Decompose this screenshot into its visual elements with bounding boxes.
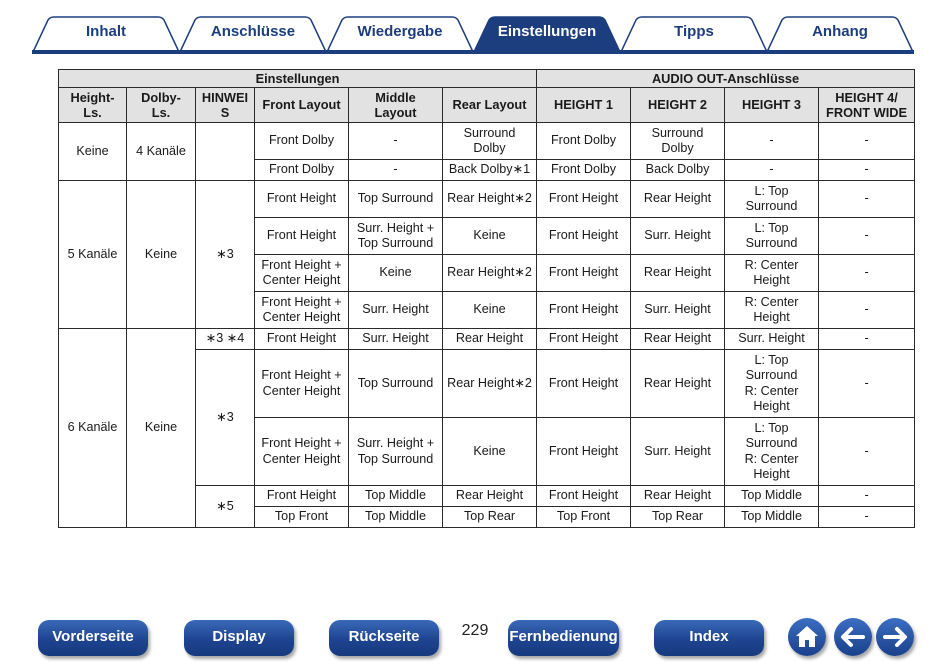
table-cell: Back Dolby <box>631 160 725 181</box>
table-cell <box>196 123 255 181</box>
tab-label: Wiedergabe <box>357 23 443 40</box>
tab-label: Tipps <box>674 23 714 40</box>
table-cell: Front Height <box>537 218 631 255</box>
forward-button[interactable] <box>876 618 914 656</box>
table-cell: Front Dolby <box>255 123 349 160</box>
table-cell: - <box>819 329 915 350</box>
home-icon <box>788 618 826 656</box>
column-header: HINWEI S <box>196 88 255 123</box>
table-cell: Keine <box>349 255 443 292</box>
table-cell: ∗3 ∗4 <box>196 329 255 350</box>
column-header: Height- Ls. <box>59 88 127 123</box>
table-cell: Rear Height <box>631 181 725 218</box>
table-cell: - <box>725 123 819 160</box>
tab-label: Einstellungen <box>497 23 597 40</box>
table-cell: Front Height <box>537 486 631 507</box>
table-cell: Top Front <box>255 507 349 528</box>
table-cell: ∗3 <box>196 181 255 329</box>
table-cell: Surr. Height + Top Surround <box>349 218 443 255</box>
table-row <box>59 181 915 218</box>
tab-bar <box>32 16 914 54</box>
table-cell: Surr. Height <box>349 292 443 329</box>
table-cell: Surr. Height <box>349 329 443 350</box>
table-cell: Keine <box>127 181 196 329</box>
table-cell: Front Height <box>537 255 631 292</box>
table-cell: Keine <box>127 329 196 528</box>
table-cell: Keine <box>443 218 537 255</box>
nav-fernbedienung-button[interactable]: Fernbedienung <box>508 620 619 656</box>
tab-label: Inhalt <box>86 23 126 40</box>
column-header: HEIGHT 2 <box>631 88 725 123</box>
table-cell: Front Height <box>255 329 349 350</box>
table-cell: ∗3 <box>196 350 255 486</box>
home-button[interactable] <box>788 618 826 656</box>
table-cell: Front Height <box>537 350 631 418</box>
table-cell: Rear Height <box>443 486 537 507</box>
table-cell: - <box>725 160 819 181</box>
column-header-row <box>59 88 915 123</box>
table-cell: Rear Height∗2 <box>443 255 537 292</box>
column-header: Front Layout <box>255 88 349 123</box>
table-cell: ∗5 <box>196 486 255 528</box>
table-cell: Rear Height <box>631 350 725 418</box>
table-cell: Front Height + Center Height <box>255 255 349 292</box>
table-cell: Front Height + Center Height <box>255 350 349 418</box>
speaker-config-table <box>58 69 915 528</box>
table-cell: R: Center Height <box>725 292 819 329</box>
table-cell: R: Center Height <box>725 255 819 292</box>
table-cell: Top Rear <box>443 507 537 528</box>
table-cell: L: Top Surround R: Center Height <box>725 418 819 486</box>
table-cell: - <box>349 123 443 160</box>
table-row <box>59 123 915 160</box>
group-header-row <box>59 70 915 88</box>
table-cell: Top Rear <box>631 507 725 528</box>
table-cell: Surround Dolby <box>631 123 725 160</box>
table-cell: - <box>819 350 915 418</box>
tab-label: Anhang <box>812 23 868 40</box>
table-row <box>59 329 915 350</box>
table-cell: - <box>819 123 915 160</box>
table-cell: Surr. Height <box>631 292 725 329</box>
table-cell: - <box>819 418 915 486</box>
nav-display-button[interactable]: Display <box>184 620 294 656</box>
table-cell: Front Height <box>255 218 349 255</box>
table-cell: L: Top Surround R: Center Height <box>725 350 819 418</box>
table-cell: Front Height + Center Height <box>255 292 349 329</box>
table-cell: Top Surround <box>349 181 443 218</box>
table-cell: Top Middle <box>725 507 819 528</box>
table-cell: Front Height <box>537 329 631 350</box>
table-cell: - <box>819 507 915 528</box>
column-header: HEIGHT 3 <box>725 88 819 123</box>
group-header-audio-out: AUDIO OUT-Anschlüsse <box>537 70 915 88</box>
table-cell: Keine <box>443 418 537 486</box>
table-cell: 6 Kanäle <box>59 329 127 528</box>
table-cell: Keine <box>443 292 537 329</box>
table-cell: Front Dolby <box>537 123 631 160</box>
back-button[interactable] <box>834 618 872 656</box>
tab-einstellungen[interactable] <box>473 16 621 52</box>
page-number: 229 <box>461 622 489 639</box>
column-header: Dolby- Ls. <box>127 88 196 123</box>
table-cell: Top Middle <box>349 486 443 507</box>
table-cell: Top Surround <box>349 350 443 418</box>
column-header: HEIGHT 1 <box>537 88 631 123</box>
column-header: HEIGHT 4/ FRONT WIDE <box>819 88 915 123</box>
column-header: Rear Layout <box>443 88 537 123</box>
table-cell: Front Height <box>255 486 349 507</box>
table-cell: Top Middle <box>349 507 443 528</box>
table-cell: 4 Kanäle <box>127 123 196 181</box>
table-cell: - <box>819 292 915 329</box>
table-cell: - <box>819 218 915 255</box>
table-cell: Surr. Height <box>631 218 725 255</box>
table-cell: Surr. Height + Top Surround <box>349 418 443 486</box>
table-cell: Surr. Height <box>725 329 819 350</box>
table-cell: Front Height <box>537 292 631 329</box>
arrow-right-icon <box>876 618 914 656</box>
tab-label: Anschlüsse <box>210 23 296 40</box>
table-cell: Top Front <box>537 507 631 528</box>
tab-underline <box>32 50 914 54</box>
table-cell: Front Height <box>255 181 349 218</box>
nav-rueckseite-button[interactable]: Rückseite <box>329 620 439 656</box>
table-cell: Rear Height∗2 <box>443 350 537 418</box>
table-cell: Keine <box>59 123 127 181</box>
table-cell: - <box>819 486 915 507</box>
table-cell: - <box>819 181 915 218</box>
table-cell: - <box>819 160 915 181</box>
table-cell: Front Height + Center Height <box>255 418 349 486</box>
table-cell: L: Top Surround <box>725 181 819 218</box>
table-cell: - <box>819 255 915 292</box>
table-cell: - <box>349 160 443 181</box>
tab-anschluesse[interactable] <box>179 16 327 52</box>
arrow-left-icon <box>834 618 872 656</box>
nav-vorderseite-button[interactable]: Vorderseite <box>38 620 148 656</box>
tab-tipps[interactable] <box>620 16 768 52</box>
table-cell: Rear Height <box>631 486 725 507</box>
table-cell: Rear Height <box>631 255 725 292</box>
table-cell: Front Dolby <box>537 160 631 181</box>
tab-inhalt[interactable] <box>32 16 180 52</box>
tab-wiedergabe[interactable] <box>326 16 474 52</box>
table-cell: Rear Height <box>443 329 537 350</box>
table-cell: L: Top Surround <box>725 218 819 255</box>
tab-anhang[interactable] <box>766 16 914 52</box>
table-cell: Front Height <box>537 181 631 218</box>
table-cell: Surround Dolby <box>443 123 537 160</box>
group-header-settings: Einstellungen <box>59 70 537 88</box>
table-cell: Front Dolby <box>255 160 349 181</box>
table-cell: Rear Height <box>631 329 725 350</box>
nav-index-button[interactable]: Index <box>654 620 764 656</box>
column-header: Middle Layout <box>349 88 443 123</box>
table-cell: Front Height <box>537 418 631 486</box>
table-cell: Top Middle <box>725 486 819 507</box>
table-cell: Rear Height∗2 <box>443 181 537 218</box>
table-cell: Surr. Height <box>631 418 725 486</box>
table-cell: 5 Kanäle <box>59 181 127 329</box>
table-cell: Back Dolby∗1 <box>443 160 537 181</box>
